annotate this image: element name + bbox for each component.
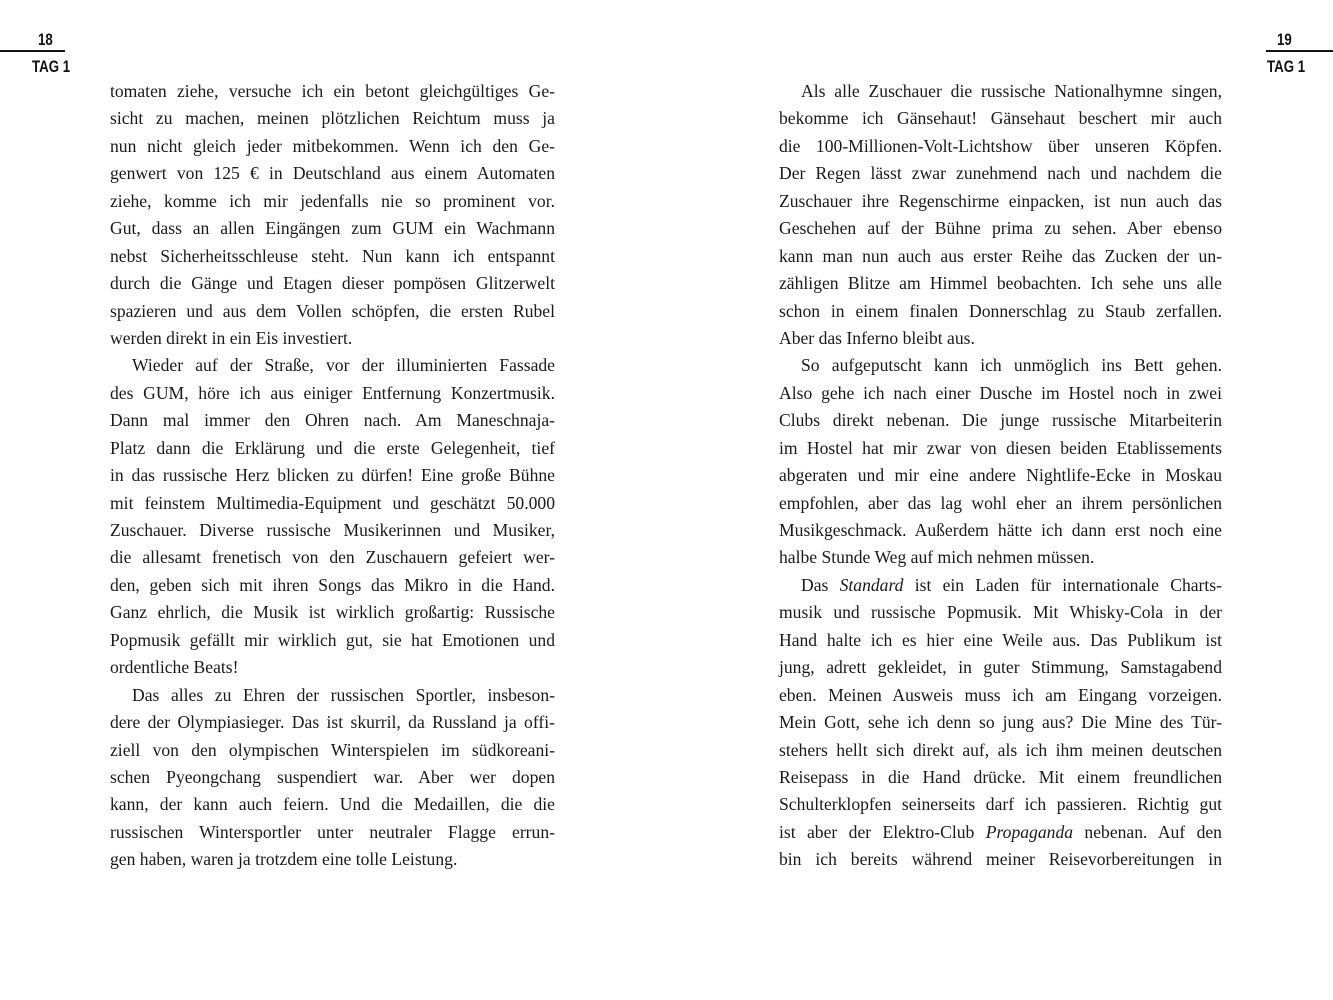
text-line: kann man nun auch aus erster Reihe das Zucken der un- <box>779 245 1222 266</box>
text-line: Das alles zu Ehren der russischen Sportler, insbeson- <box>132 684 555 705</box>
text-line: werden direkt in ein Eis investiert. <box>110 327 353 348</box>
text-line: Musikgeschmack. Außerdem hätte ich dann erst noch eine <box>779 520 1222 540</box>
text-line: Geschehen auf der Bühne prima zu sehen. Aber ebenso <box>779 218 1222 239</box>
text-line: schon in einem finalen Donnerschlag zu Staub zerfallen. <box>779 300 1222 321</box>
text-line: genwert von 125 € in Deutschland aus einem Automaten <box>110 163 555 184</box>
text-line: russischen Wintersportler unter neutraler Flagge errun- <box>110 821 555 842</box>
text-line: Gut, dass an allen Eingängen zum GUM ein Wachmann <box>110 218 555 239</box>
text-line: Dann mal immer den Ohren nach. Am Maneschnaja- <box>110 410 555 431</box>
text-line: des GUM, höre ich aus einiger Entfernung Konzertmusik. <box>110 382 555 403</box>
text-line: bekomme ich Gänsehaut! Gänsehaut beschert mir auch <box>779 108 1222 129</box>
text-line: sicht zu machen, meinen plötzlichen Reichtum muss ja <box>110 108 555 129</box>
text-line: Zuschauer. Diverse russische Musikerinnen und Musiker, <box>110 520 555 540</box>
text-line: die 100-Millionen-Volt-Lichtshow über unseren Köpfen. <box>779 135 1222 156</box>
text-line: Clubs direkt nebenan. Die junge russische Mitarbeiterin <box>779 410 1222 431</box>
header-rule <box>1266 50 1333 52</box>
text-line: Hand halte ich es hier eine Weile aus. Das Publikum ist <box>779 629 1222 650</box>
text-line: Ganz ehrlich, die Musik ist wirklich großartig: Russische <box>110 602 555 623</box>
text-line: So aufgeputscht kann ich unmöglich ins Bett gehen. <box>801 355 1222 376</box>
text-line: Popmusik gefällt mir wirklich gut, sie hat Emotionen und <box>110 629 555 650</box>
text-line: ordentliche Beats! <box>110 657 239 678</box>
text-line: halbe Stunde Weg auf mich nehmen müssen. <box>779 547 1095 568</box>
italic-title: Standard <box>839 574 904 595</box>
text-line: dere der Olympiasieger. Das ist skurril, da Russland ja offi- <box>110 712 555 733</box>
text-line: Aber das Inferno bleibt aus. <box>779 327 975 348</box>
text-line: stehers hellt sich direkt auf, als ich ihm meinen deutschen <box>779 739 1222 760</box>
text-line: im Hostel hat mir zwar von diesen beiden Etablissements <box>779 437 1222 458</box>
text-line: musik und russische Popmusik. Mit Whisky-Cola in der <box>779 602 1222 623</box>
text-line: Wieder auf der Straße, vor der illuminierten Fassade <box>132 355 555 376</box>
text-line: tomaten ziehe, versuche ich ein betont gleichgültiges Ge- <box>110 81 555 101</box>
text-line: die allesamt frenetisch von den Zuschauern gefeiert wer- <box>110 547 555 568</box>
text-line: spazieren und aus dem Vollen schöpfen, die ersten Rubel <box>110 300 555 321</box>
header-rule <box>0 50 65 52</box>
text-line: Zuschauer ihre Regenschirme einpacken, ist nun auch das <box>779 190 1222 211</box>
text-line: Reisepass in die Hand drücke. Mit einem freundlichen <box>779 766 1222 787</box>
text-line: mit feinstem Multimedia-Equipment und geschätzt 50.000 <box>110 492 555 513</box>
text-line: jung, adrett gekleidet, in guter Stimmung, Samstagabend <box>779 657 1222 678</box>
text-line <box>779 819 1222 846</box>
text-line: zähligen Blitze am Himmel beobachten. Ich sehe uns alle <box>779 273 1222 294</box>
text-line: in das russische Herz blicken zu dürfen! Eine große Bühne <box>110 465 555 486</box>
text-line: Der Regen lässt zwar zunehmend nach und nachdem die <box>779 163 1222 184</box>
body-text <box>779 78 1222 874</box>
text-line: schen Pyeongchang suspendiert war. Aber wer dopen <box>110 766 555 787</box>
text-line: ziehe, komme ich mir jedenfalls nie so prominent vor. <box>110 190 555 211</box>
text-line: empfohlen, aber das lag wohl eher an ihrem persönlichen <box>779 492 1222 513</box>
text-segment: ist aber der Elektro-Club <box>779 821 986 842</box>
text-line: gen haben, waren ja trotzdem eine tolle Leistung. <box>110 849 458 870</box>
text-line: eben. Meinen Ausweis muss ich am Eingang vorzeigen. <box>779 684 1222 705</box>
page-number: 19 <box>1277 30 1292 49</box>
text-line: Also gehe ich nach einer Dusche im Hostel noch in zwei <box>779 382 1222 403</box>
text-line: ziell von den olympischen Winterspielen im südkoreani- <box>110 739 555 760</box>
text-line: Als alle Zuschauer die russische Nationalhymne singen, <box>801 81 1222 101</box>
text-line: Platz dann die Erklärung und die erste Gelegenheit, tief <box>110 437 555 458</box>
text-line: abgeraten und mir eine andere Nightlife-Ecke in Moskau <box>779 465 1222 486</box>
text-line: Mein Gott, sehe ich denn so jung aus? Die Mine des Tür- <box>779 712 1222 733</box>
running-head: TAG 1 <box>32 57 71 76</box>
text-segment: nebenan. Auf den <box>1073 821 1222 842</box>
italic-title: Propaganda <box>985 821 1074 842</box>
text-line: den, geben sich mit ihren Songs das Mikro in die Hand. <box>110 574 555 595</box>
page-number: 18 <box>38 30 53 49</box>
text-line: kann, der kann auch feiern. Und die Medaillen, die die <box>110 794 555 815</box>
text-segment: ist ein Laden für internationale Charts- <box>903 574 1223 595</box>
text-line: nebst Sicherheitsschleuse steht. Nun kann ich entspannt <box>110 245 555 266</box>
text-line: nun nicht gleich jeder mitbekommen. Wenn ich den Ge- <box>110 135 555 156</box>
text-line: Schulterklopfen seinerseits darf ich passieren. Richtig gut <box>779 794 1222 815</box>
body-text <box>110 78 555 874</box>
text-line: bin ich bereits während meiner Reisevorbereitungen in <box>779 849 1222 870</box>
text-segment: Das <box>801 574 840 595</box>
text-line: durch die Gänge und Etagen dieser pompösen Glitzerwelt <box>110 273 555 294</box>
text-line <box>779 572 1222 599</box>
running-head: TAG 1 <box>1267 57 1306 76</box>
